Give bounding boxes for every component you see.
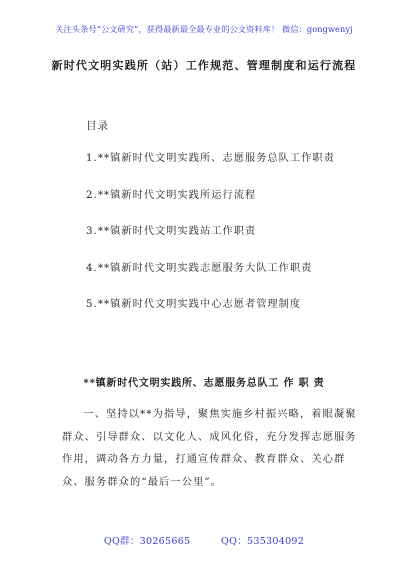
footer-qq-group[interactable]: QQ群：30265665 bbox=[103, 536, 191, 547]
toc-item[interactable]: 1.**镇新时代文明实践所、志愿服务总队工作职责 bbox=[86, 153, 335, 164]
document-title: 新时代文明实践所（站）工作规范、管理制度和运行流程 bbox=[51, 59, 357, 72]
header-banner[interactable]: 关注头条号“公文研究”，获得最新最全最专业的公文资料库！ 微信：gongwenyj bbox=[55, 24, 353, 34]
toc-item[interactable]: 2.**镇新时代文明实践所运行流程 bbox=[86, 189, 257, 201]
section-title: **镇新时代文明实践所、志愿服务总队工 作 职 责 bbox=[83, 378, 325, 389]
toc-item[interactable]: 4.**镇新时代文明实践志愿服务大队工作职责 bbox=[86, 262, 313, 274]
toc-heading: 目录 bbox=[86, 120, 109, 132]
toc-item[interactable]: 5.**镇新时代文明实践中心志愿者管理制度 bbox=[86, 299, 302, 310]
toc-item[interactable]: 3.**镇新时代文明实践站工作职责 bbox=[86, 226, 257, 237]
table-of-contents bbox=[86, 152, 335, 335]
footer-contact bbox=[0, 533, 408, 547]
body-paragraph: 一、坚持以**为指导，聚焦实施乡村振兴略，着眼凝聚群众、引导群众、以文化人、成风化俗，充分发挥志愿服务作用，调动各方力量，打通宣传群众、教育群众、关心群众、服务群众的“最后一公里”。 bbox=[62, 409, 357, 488]
footer-qq[interactable]: QQ：535304092 bbox=[221, 536, 305, 547]
